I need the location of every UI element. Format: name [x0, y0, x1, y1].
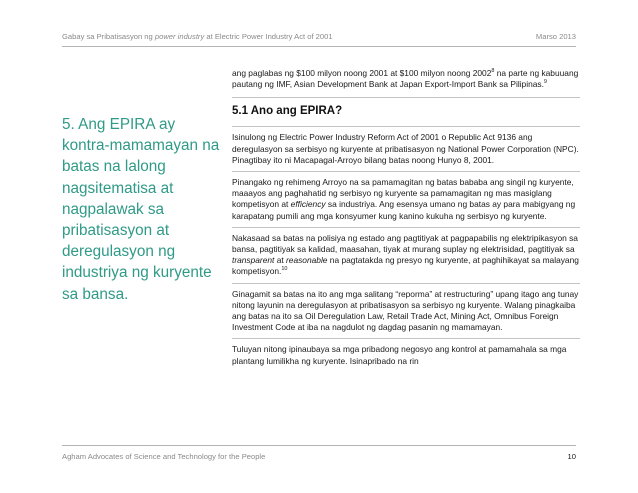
- paragraph-divider: [232, 227, 580, 228]
- header-rule: [62, 46, 576, 47]
- paragraph-privatization: Tuluyan nitong ipinaubaya sa mga pribadong negosyo ang kontrol at pamamahala sa mga plantang lumilikha ng kuryente. Isinapribado na rin: [232, 344, 567, 366]
- running-header: [62, 32, 576, 41]
- footer-rule: [62, 445, 576, 446]
- footer-organization: Agham Advocates of Science and Technology for the People: [62, 452, 266, 461]
- paragraph-divider: [232, 97, 580, 98]
- header-date: Marso 2013: [535, 32, 576, 41]
- page-number: 10: [567, 452, 576, 461]
- paragraph-divider: [232, 338, 580, 339]
- paragraph-divider: [232, 283, 580, 284]
- paragraph-state-policy: Nakasaad sa batas na polisiya ng estado ang pagtitiyak at pagpapabilis ng elektripikasyon sa bansa, pagtitiyak sa kalidad, maasahan, tiyak at murang suplay ng elektrisidad, pagtitiyak sa transparent at reasonable na pagtatakda ng presyo ng kuryente, at paghihikayat sa malayang kompetisyon.$^{10}$: [232, 232, 579, 277]
- section-heading: 5.1 Ano ang EPIRA?: [232, 105, 343, 118]
- running-footer: [62, 452, 576, 461]
- paragraph-divider: [232, 126, 580, 127]
- paragraph-intro: ang paglabas ng $100 milyon noong 2001 at $100 milyon noong 2002$^8$ na parte ng kabuuang pautang ng IMF, Asian Development Bank at Japan Export-Import Bank sa Pilipinas.$^9$: [232, 68, 579, 90]
- paragraph-divider: [232, 171, 580, 172]
- header-title: Gabay sa Pribatisasyon ng power industry at Electric Power Industry Act of 2001: [62, 32, 333, 41]
- main-content: [232, 68, 580, 367]
- paragraph-arroyo-promise: Pinangako ng rehimeng Arroyo na sa pamamagitan ng batas bababa ang singil ng kuryente, maaayos ang paghahatid ng serbisyo ng kuryente sa pamamagitan ng mas masiglang kompetisyon at efficiency sa industriya. Ang esensya umano ng batas ay para mabigyang ng karapatang pumili ang mga konsyumer kung kanino kukuha ng serbisyo ng kuryente.: [232, 177, 576, 221]
- paragraph-reporma: Ginagamit sa batas na ito ang mga salitang “reporma” at restructuring” upang itago ang tunay nitong layunin na deregulasyon at pribatisasyon sa serbisyo ng kuryente. Walang pinagkaiba ang batas na ito sa Oil Deregulation Law, Retail Trade Act, Mining Act, Omnibus Foreign Investment Code at iba na nagdulot ng dagdag pasanin ng mamamayan.: [232, 288, 579, 333]
- paragraph-epira-intro: Isinulong ng Electric Power Industry Reform Act of 2001 o Republic Act 9136 ang deregulasyon sa serbisyo ng kuryente at pribatisasyon ng National Power Corporation (NPC). Pinagtibay ito ni Macapagal-Arroyo bilang batas noong Hunyo 8, 2001.: [232, 132, 579, 165]
- sidebar-pull-heading: 5. Ang EPIRA ay kontra-mamamayan na batas na lalong nagsitematisa at nagpalawak sa pribatisasyon at deregulasyon ng industriya ng kuryente sa bansa.: [62, 116, 220, 303]
